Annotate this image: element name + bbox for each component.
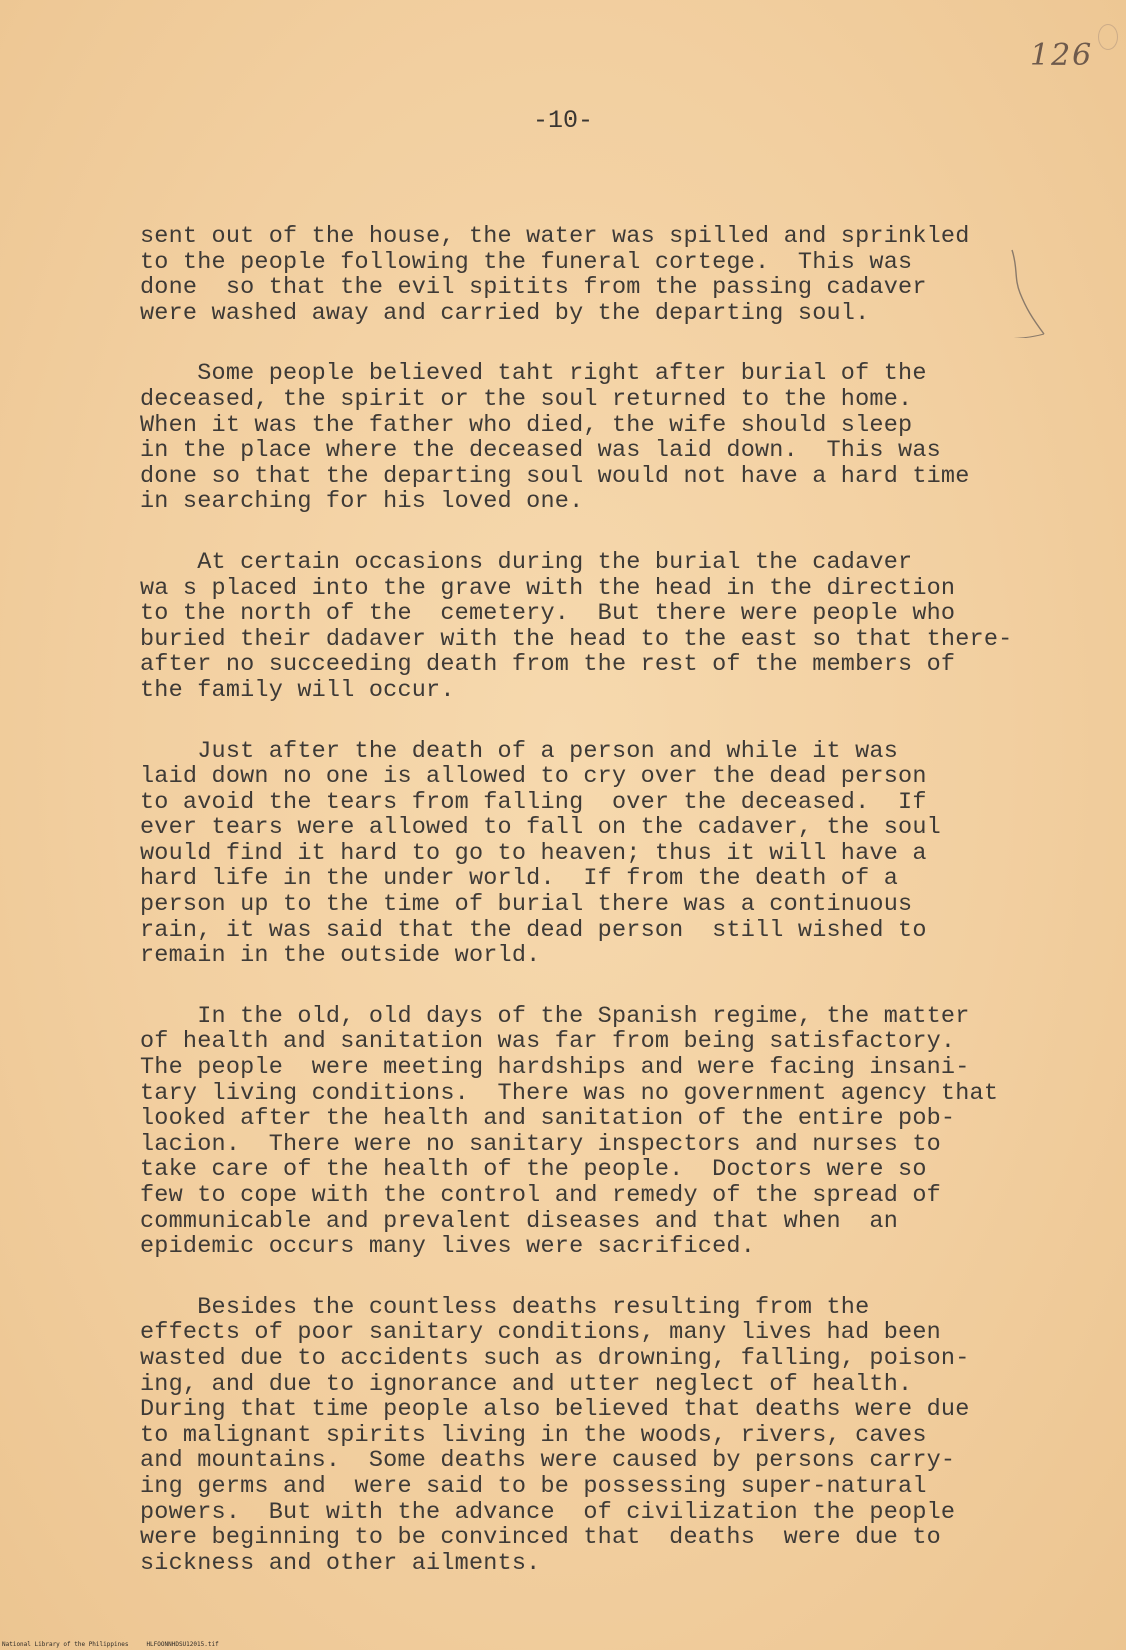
text-line: deceased, the spirit or the soul returned to the home.: [140, 385, 913, 413]
text-line: few to cope with the control and remedy of the spread of: [140, 1182, 941, 1209]
text-line: effects of poor sanitary conditions, many lives had been: [140, 1319, 941, 1347]
page-corner-mark: [1098, 24, 1118, 50]
text-line: rain, it was said that the dead person still wished to: [140, 916, 927, 944]
footer-file-id: HLFOONNHDSU12015.tif: [146, 1641, 219, 1648]
text-line: were beginning to be convinced that deaths were due to: [140, 1524, 941, 1552]
text-line: would find it hard to go to heaven; thus it will have a: [140, 839, 927, 867]
text-line: tary living conditions. There was no government agency that: [140, 1079, 999, 1107]
text-line: were washed away and carried by the departing soul.: [140, 299, 870, 327]
page-number: -10-: [532, 106, 593, 135]
text-line: wa s placed into the grave with the head in the direction: [140, 574, 956, 602]
text-line: to malignant spirits living in the woods, rivers, caves: [140, 1421, 927, 1449]
text-line: hard life in the under world. If from the death of a: [140, 865, 899, 893]
paragraph: [140, 361, 1080, 515]
text-line: During that time people also believed that deaths were due: [140, 1396, 970, 1424]
text-line: and mountains. Some deaths were caused by persons carry-: [140, 1447, 956, 1475]
text-line: ing, and due to ignorance and utter neglect of health.: [140, 1370, 913, 1398]
text-line: epidemic occurs many lives were sacrificed.: [140, 1233, 755, 1261]
text-line: sent out of the house, the water was spilled and sprinkled: [140, 223, 970, 250]
paragraph: [140, 739, 1080, 969]
text-line: to the people following the funeral cortege. This was: [140, 248, 913, 276]
text-line: The people were meeting hardships and were facing insani-: [140, 1054, 970, 1082]
paragraph: [140, 224, 1080, 326]
text-line: remain in the outside world.: [140, 942, 541, 970]
text-line: laid down no one is allowed to cry over the dead person: [140, 763, 927, 791]
paragraph: [140, 550, 1080, 704]
text-line: in searching for his loved one.: [140, 488, 584, 516]
text-line: At certain occasions during the burial the cadaver: [140, 548, 913, 576]
text-line: after no succeeding death from the rest of the members of: [140, 651, 956, 679]
text-line: done so that the departing soul would not have a hard time: [140, 462, 970, 490]
text-line: buried their dadaver with the head to the east so that there-: [140, 625, 1013, 653]
paragraph: [140, 1295, 1080, 1577]
text-line: wasted due to accidents such as drowning, falling, poison-: [140, 1344, 970, 1372]
text-line: Besides the countless deaths resulting from the: [140, 1293, 870, 1321]
document-body: [140, 224, 1080, 1611]
text-line: person up to the time of burial there was a continuous: [140, 891, 913, 919]
text-line: sickness and other ailments.: [140, 1549, 541, 1577]
text-line: looked after the health and sanitation of the entire pob-: [140, 1105, 956, 1133]
text-line: lacion. There were no sanitary inspectors and nurses to: [140, 1130, 941, 1158]
text-line: in the place where the deceased was laid down. This was: [140, 437, 941, 465]
footer-library: National Library of the Philippines: [2, 1641, 129, 1648]
text-line: When it was the father who died, the wife should sleep: [140, 411, 913, 439]
text-line: done so that the evil spitits from the passing cadaver: [140, 274, 927, 302]
handwritten-page-number: 126: [1030, 38, 1094, 73]
text-line: ever tears were allowed to fall on the cadaver, the soul: [140, 814, 941, 842]
text-line: Some people believed taht right after burial of the: [140, 360, 927, 388]
text-line: the family will occur.: [140, 676, 455, 704]
text-line: take care of the health of the people. Doctors were so: [140, 1156, 927, 1184]
text-line: In the old, old days of the Spanish regime, the matter: [140, 1002, 970, 1030]
scan-footer: [2, 1641, 237, 1648]
text-line: ing germs and were said to be possessing super-natural: [140, 1472, 927, 1500]
text-line: to avoid the tears from falling over the deceased. If: [140, 788, 927, 816]
text-line: powers. But with the advance of civilization the people: [140, 1498, 956, 1526]
text-line: to the north of the cemetery. But there were people who: [140, 600, 956, 628]
text-line: communicable and prevalent diseases and that when an: [140, 1207, 899, 1235]
text-line: Just after the death of a person and while it was: [140, 737, 899, 765]
paragraph: [140, 1004, 1080, 1260]
text-line: of health and sanitation was far from being satisfactory.: [140, 1028, 956, 1056]
